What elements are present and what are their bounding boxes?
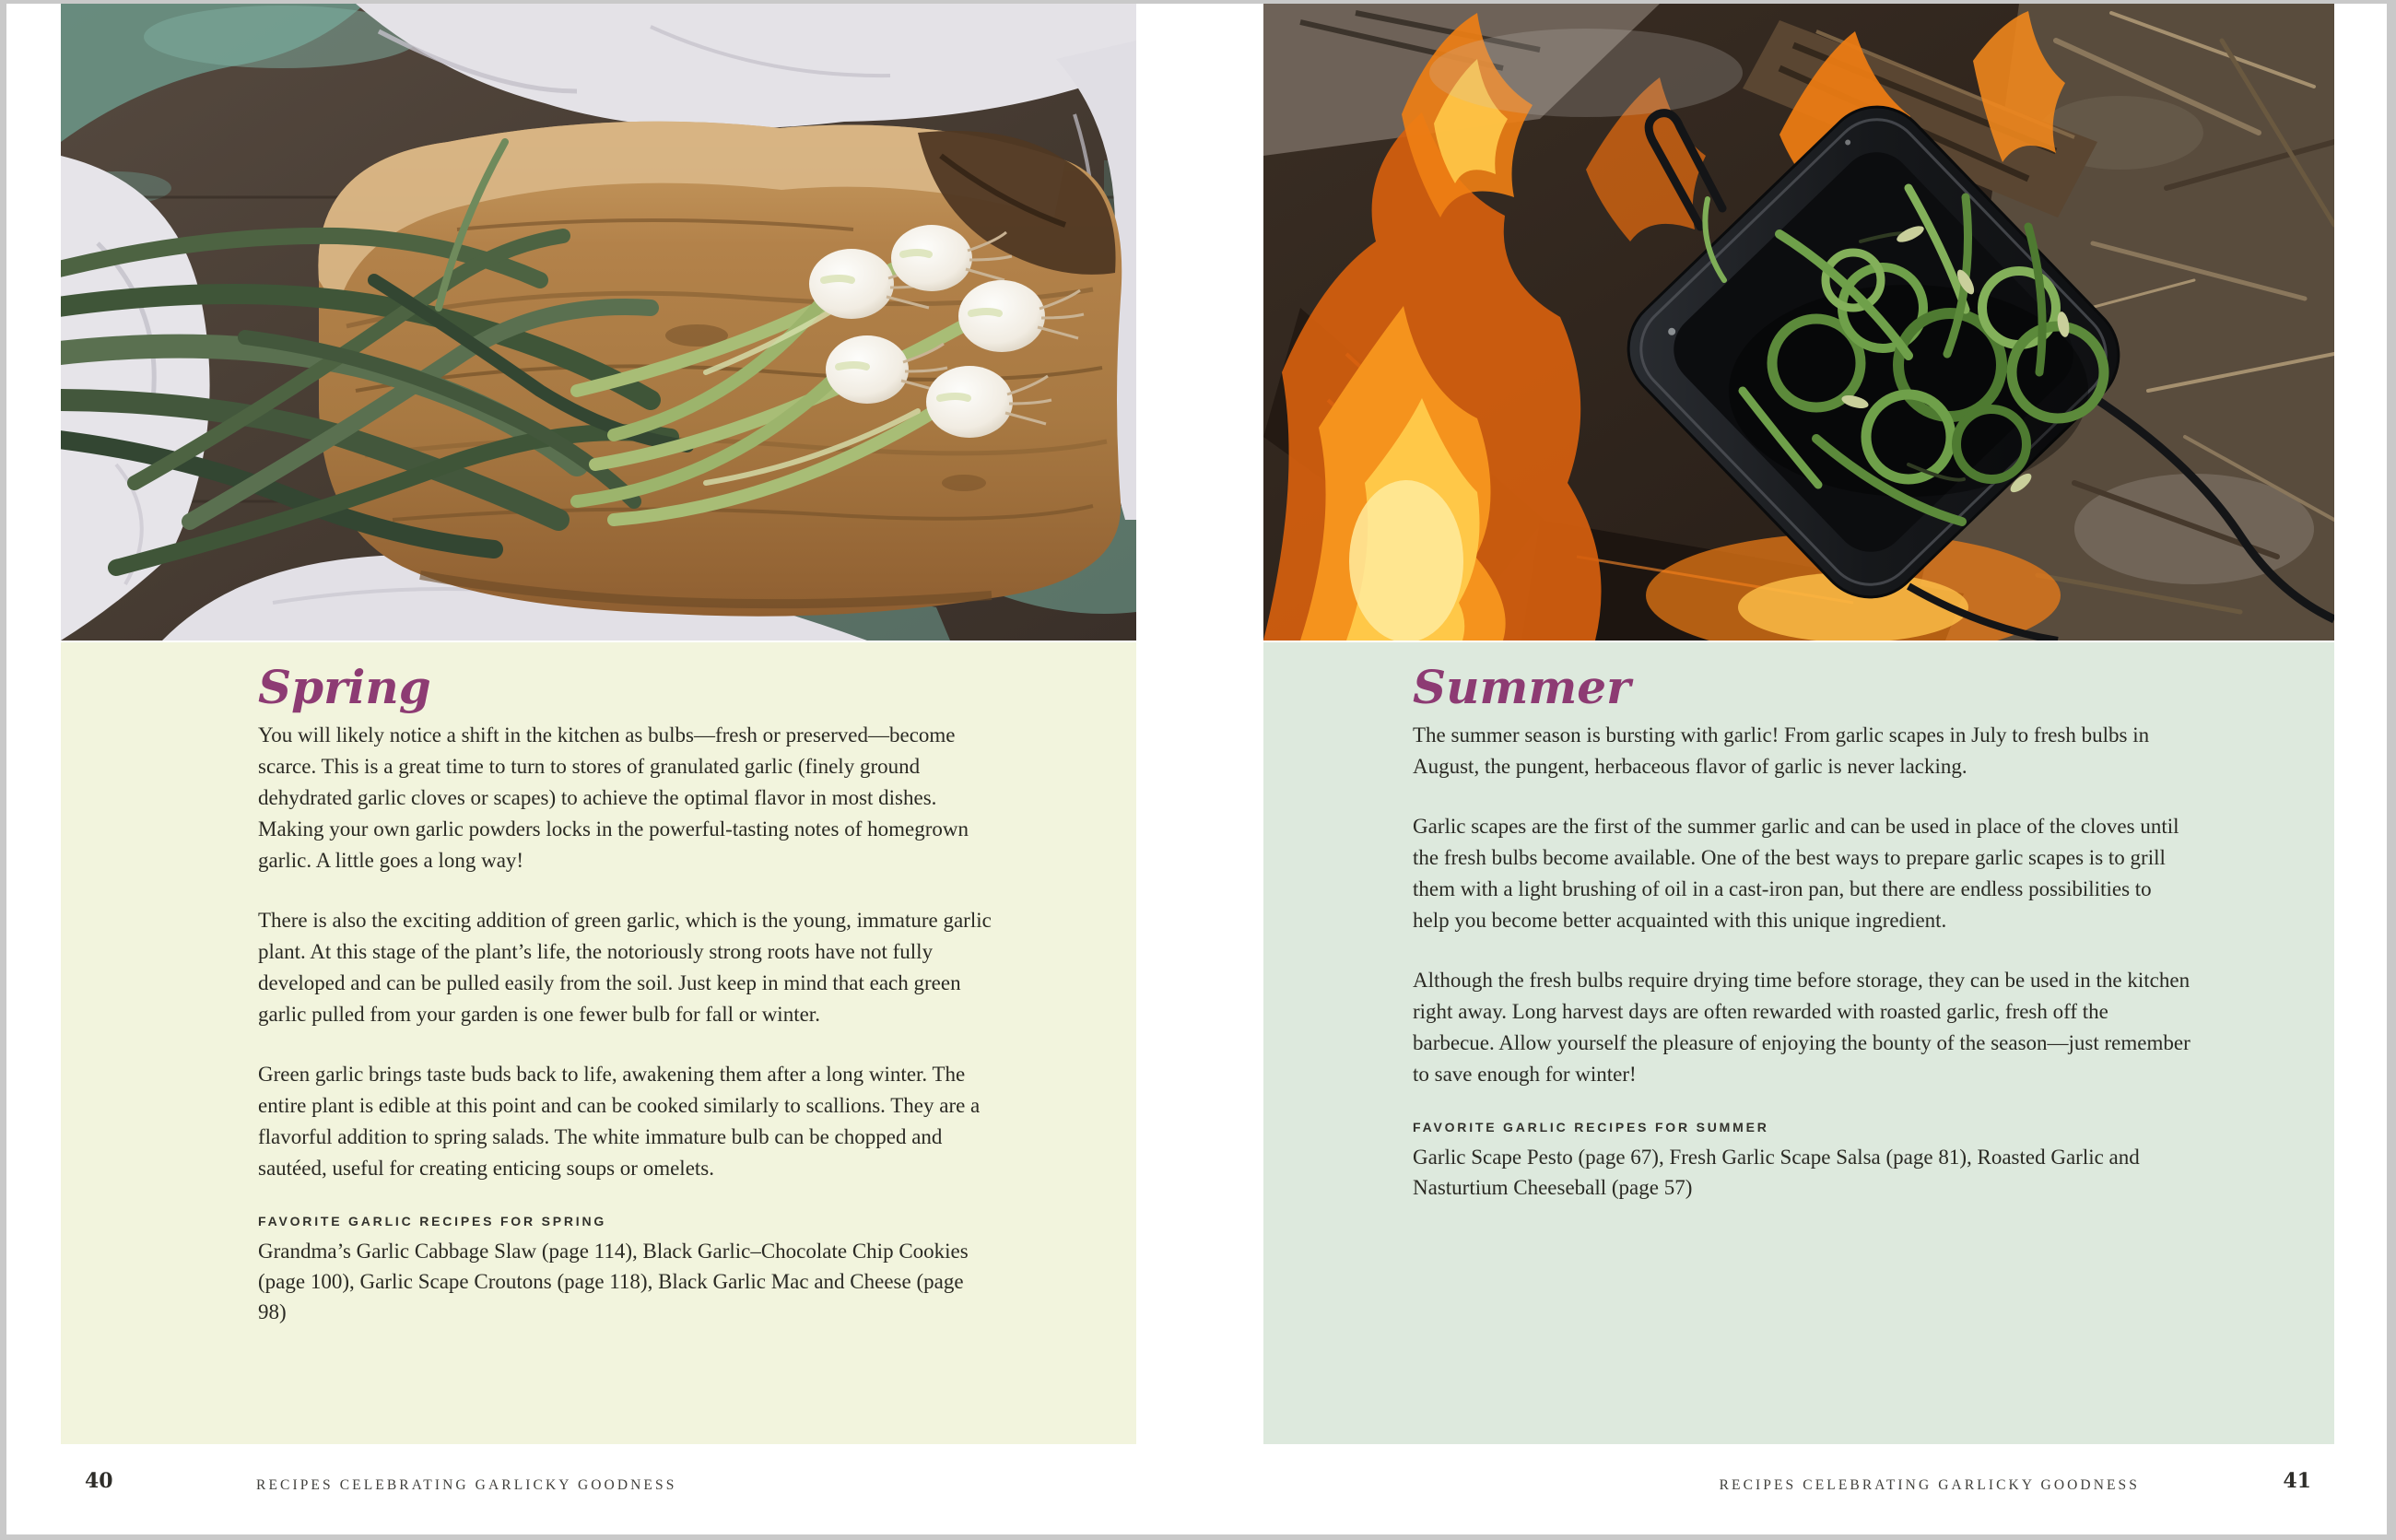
- summer-panel: [1263, 642, 2334, 1444]
- page-number-left: 40: [85, 1469, 113, 1493]
- spring-recipes-heading: FAVORITE GARLIC RECIPES FOR SPRING: [258, 1214, 607, 1228]
- spring-photo: [61, 4, 1136, 641]
- running-footer-right: RECIPES CELEBRATING GARLICKY GOODNESS: [1719, 1477, 2140, 1493]
- summer-paragraph-3: Although the fresh bulbs require drying time before storage, they can be used in the kitchen right away. Long harvest days are often rewarded with roasted garlic, fresh off the barbecue. Allow yourself the pleasure of enjoying the bounty of the season—just remember to save enough for winter!: [1413, 969, 2190, 1086]
- running-footer-left: RECIPES CELEBRATING GARLICKY GOODNESS: [256, 1477, 677, 1493]
- summer-photo: [1263, 4, 2334, 641]
- spring-photo-illustration: [61, 4, 1136, 641]
- summer-photo-illustration: [1263, 4, 2334, 641]
- spring-paragraph-2: There is also the exciting addition of green garlic, which is the young, immature garlic plant. At this stage of the plant’s life, the notoriously strong roots have not fully developed and can be pulled easily from the soil. Just keep in mind that each green garlic pulled from your garden is one fewer bulb for fall or winter.: [258, 909, 992, 1026]
- spring-panel: [61, 642, 1136, 1444]
- summer-recipes-heading: FAVORITE GARLIC RECIPES FOR SUMMER: [1413, 1120, 1769, 1134]
- summer-paragraph-1: The summer season is bursting with garlic! From garlic scapes in July to fresh bulbs in August, the pungent, herbaceous flavor of garlic is never lacking.: [1413, 723, 2150, 778]
- spring-paragraph-1: You will likely notice a shift in the kitchen as bulbs—fresh or preserved—become scarce. This is a great time to turn to stores of granulated garlic (finely ground dehydrated garlic cloves or scapes) to achieve the optimal flavor in most dishes. Making your own garlic powders locks in the powerful-tasting notes of homegrown garlic. A little goes a long way!: [258, 723, 969, 872]
- spring-paragraph-3: Green garlic brings taste buds back to life, awakening them after a long winter. The entire plant is edible at this point and can be cooked similarly to scallions. They are a flavorful addition to spring salads. The white immature bulb can be chopped and sautéed, useful for creating enticing soups or omelets.: [258, 1063, 981, 1180]
- spring-heading: Spring: [258, 660, 431, 714]
- page-number-right: 41: [2283, 1469, 2311, 1493]
- summer-recipes-list: Garlic Scape Pesto (page 67), Fresh Garlic Scape Salsa (page 81), Roasted Garlic and Nasturtium Cheeseball (page 57): [1413, 1146, 2140, 1199]
- summer-paragraph-2: Garlic scapes are the first of the summer garlic and can be used in place of the cloves until the fresh bulbs become available. One of the best ways to prepare garlic scapes is to grill them with a light brushing of oil in a cast-iron pan, but there are endless possibilities to help you become better acquainted with this unique ingredient.: [1413, 815, 2179, 932]
- spring-recipes-list: Grandma’s Garlic Cabbage Slaw (page 114), Black Garlic–Chocolate Chip Cookies (page 100), Garlic Scape Croutons (page 118), Black Garlic Mac and Cheese (page 98): [258, 1240, 969, 1323]
- summer-heading: Summer: [1413, 660, 1631, 714]
